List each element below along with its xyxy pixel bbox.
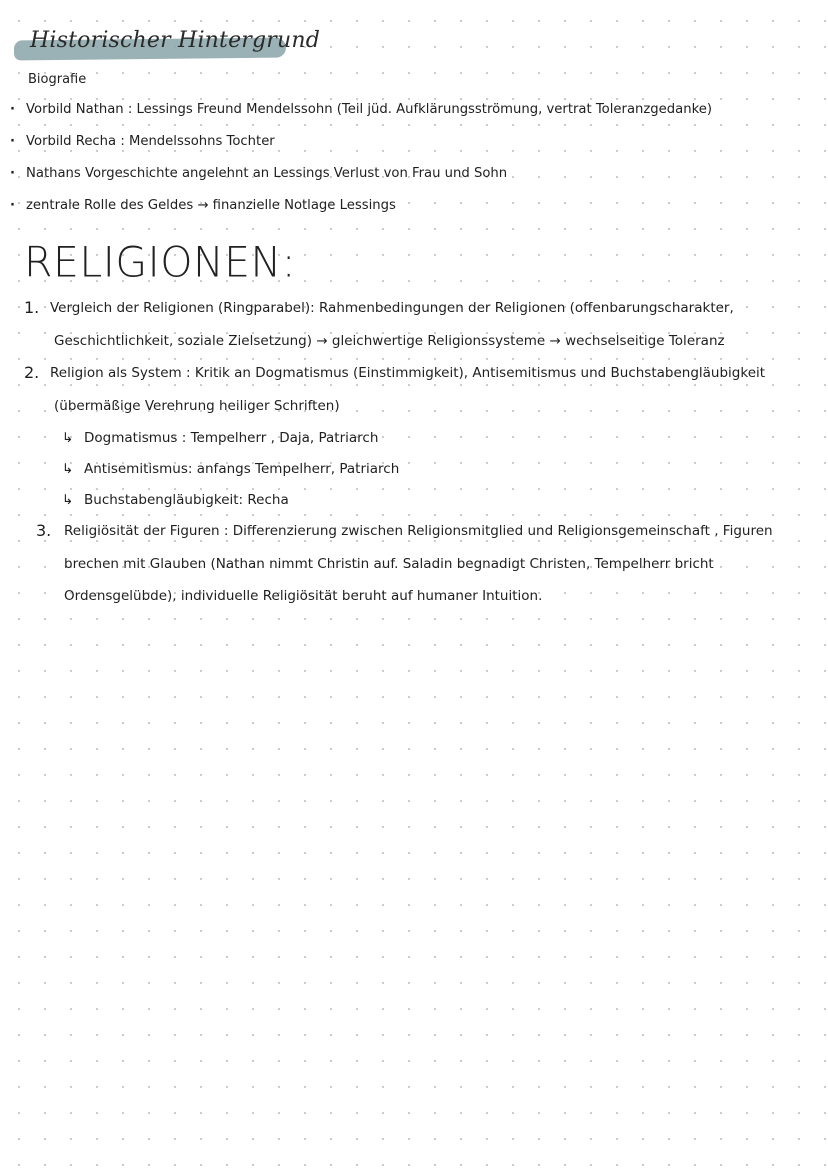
bullet-item [10,196,810,228]
section-label-biografie: Biografie [28,72,87,87]
sub-item-text: Dogmatismus : Tempelherr , Daja, Patriarch [84,430,379,446]
bullet-dot-icon: · [10,166,16,181]
bullet-text: Nathans Vorgeschichte angelehnt an Lessings Verlust von Frau und Sohn [26,166,508,181]
sub-item [24,426,824,450]
bullet-dot-icon: · [10,102,16,117]
biography-bullet-list [10,100,810,228]
page-title: Historischer Hintergrund [30,28,321,53]
item-number: 3. [36,521,52,540]
religion-numbered-list [24,296,824,616]
item-number: 1. [24,298,40,317]
item-number: 2. [24,363,40,382]
bullet-item [10,164,810,196]
bullet-text: Vorbild Nathan : Lessings Freund Mendelssohn (Teil jüd. Aufklärungsströmung, vertrat Toleranzgedanke) [26,102,713,117]
numbered-item [24,361,824,512]
item-line: Ordensgelübde), individuelle Religiösität beruht auf humaner Intuition. [64,588,543,604]
sub-item [24,457,824,481]
numbered-item [24,519,824,608]
bullet-dot-icon: · [10,134,16,149]
bullet-item [10,132,810,164]
bullet-dot-icon: · [10,198,16,213]
bullet-text: Vorbild Recha : Mendelssohns Tochter [26,134,275,149]
sub-item [24,488,824,512]
heading-religionen: RELIGIONEN: [24,237,297,287]
item-line: Vergleich der Religionen (Ringparabel): Rahmenbedingungen der Religionen (offenbarungscharakter, [50,300,734,316]
sub-arrow-icon: ↳ [62,461,74,477]
numbered-item [24,296,824,353]
sub-arrow-icon: ↳ [62,430,74,446]
bullet-text: zentrale Rolle des Geldes → finanzielle Notlage Lessings [26,198,396,213]
sub-item-text: Buchstabengläubigkeit: Recha [84,492,289,508]
sub-arrow-icon: ↳ [62,492,74,508]
item-line: brechen mit Glauben (Nathan nimmt Christin auf. Saladin begnadigt Christen, Tempelherr bricht [64,556,714,572]
item-line: Religiösität der Figuren : Differenzierung zwischen Religionsmitglied und Religionsgemeinschaft , Figuren [64,523,773,539]
item-line: Religion als System : Kritik an Dogmatismus (Einstimmigkeit), Antisemitismus und Buchstabengläubigkeit [50,365,766,381]
item-line: (übermäßige Verehrung heiliger Schriften) [54,398,340,414]
item-line: Geschichtlichkeit, soziale Zielsetzung) → gleichwertige Religionssysteme → wechselseitige Toleranz [54,333,725,349]
bullet-item [10,100,810,132]
sub-item-text: Antisemitismus: anfangs Tempelherr, Patriarch [84,461,400,477]
title-block [14,26,321,66]
